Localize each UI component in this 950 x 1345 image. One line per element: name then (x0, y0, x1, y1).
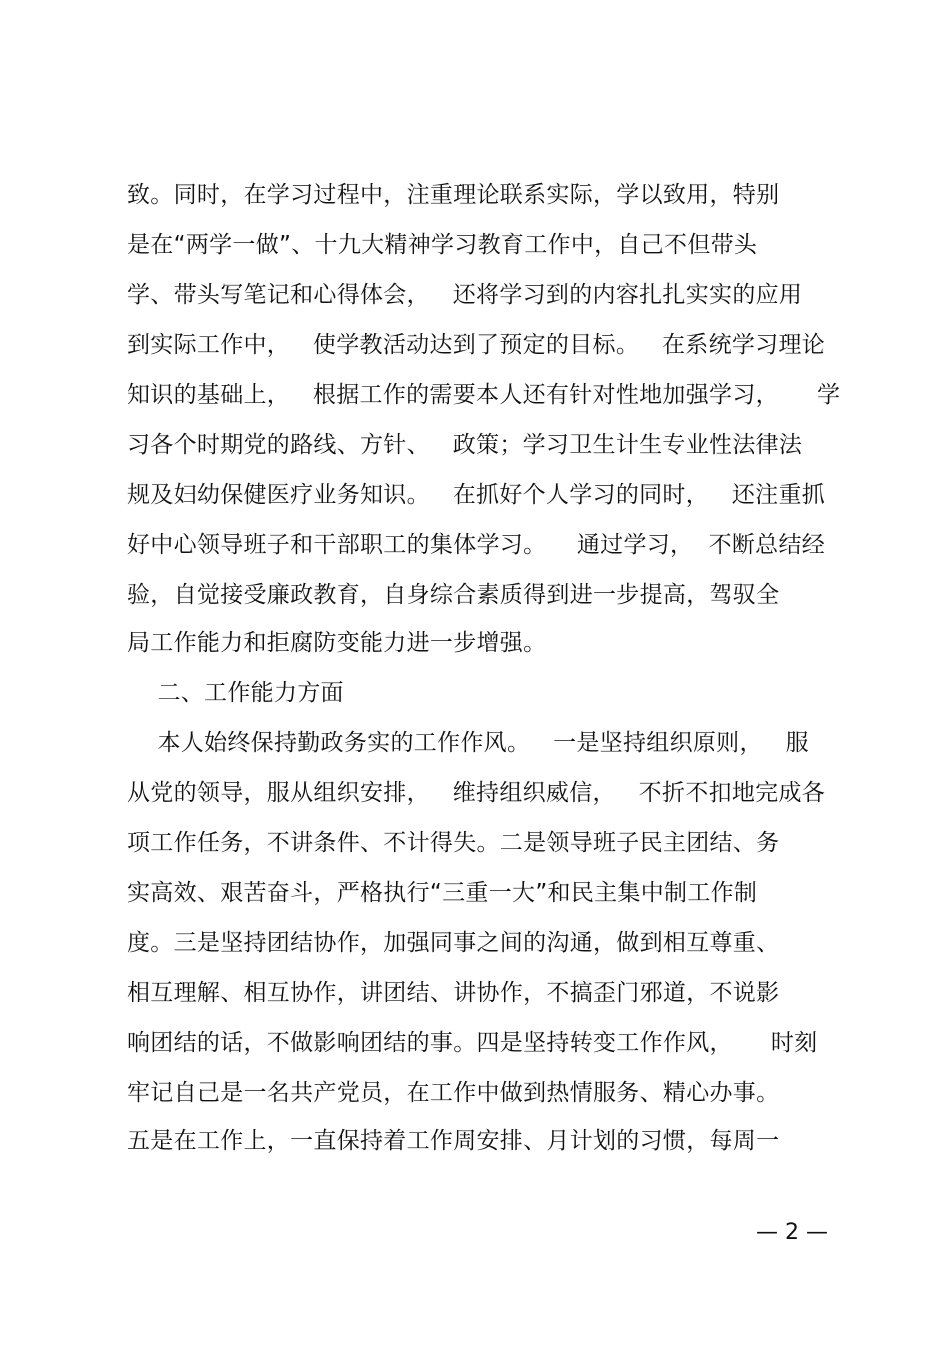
section-heading: 二、工作能力方面 (127, 680, 344, 706)
body-text-line: 是在“两学一做”、十九大精神学习教育工作中，自己不但带头 (127, 232, 758, 258)
body-text-line: 知识的基础上， 根据工作的需要本人还有针对性地加强学习， 学 (127, 382, 841, 408)
body-text-line: 五是在工作上，一直保持着工作周安排、月计划的习惯，每周一 (127, 1128, 780, 1154)
body-text-line: 响团结的话，不做影响团结的事。四是坚持转变工作作风， 时刻 (127, 1030, 818, 1056)
body-text-line: 本人始终保持勤政务实的工作作风。 一是坚持组织原则， 服 (127, 730, 809, 756)
body-text-line: 度。三是坚持团结协作，加强同事之间的沟通，做到相互尊重、 (127, 930, 780, 956)
body-text-line: 到实际工作中， 使学教活动达到了预定的目标。 在系统学习理论 (127, 332, 826, 358)
body-text-line: 验，自觉接受廉政教育，自身综合素质得到进一步提高，驾驭全 (127, 582, 780, 608)
body-text-line: 习各个时期党的路线、方针、 政策；学习卫生计生专业性法律法 (127, 432, 803, 458)
body-text-line: 实高效、艰苦奋斗，严格执行“三重一大”和民主集中制工作制 (127, 880, 758, 906)
body-text-line: 规及妇幼保健医疗业务知识。 在抓好个人学习的同时， 还注重抓 (127, 482, 826, 508)
body-text-line: 项工作任务，不讲条件、不计得失。二是领导班子民主团结、务 (127, 830, 780, 856)
page-number: — 2 — (756, 1220, 828, 1245)
body-text-line: 牢记自己是一名共产党员，在工作中做到热情服务、精心办事。 (127, 1080, 780, 1106)
body-text-line: 好中心领导班子和干部职工的集体学习。 通过学习， 不断总结经 (127, 532, 826, 558)
body-text-line: 学、带头写笔记和心得体会， 还将学习到的内容扎扎实实的应用 (127, 282, 803, 308)
body-text-line: 从党的领导，服从组织安排， 维持组织威信， 不折不扣地完成各 (127, 780, 826, 806)
body-text-line: 致。同时，在学习过程中，注重理论联系实际，学以致用，特别 (127, 182, 780, 208)
body-text-line: 相互理解、相互协作，讲团结、讲协作，不搞歪门邪道，不说影 (127, 980, 780, 1006)
body-text-line: 局工作能力和拒腐防变能力进一步增强。 (127, 630, 547, 656)
